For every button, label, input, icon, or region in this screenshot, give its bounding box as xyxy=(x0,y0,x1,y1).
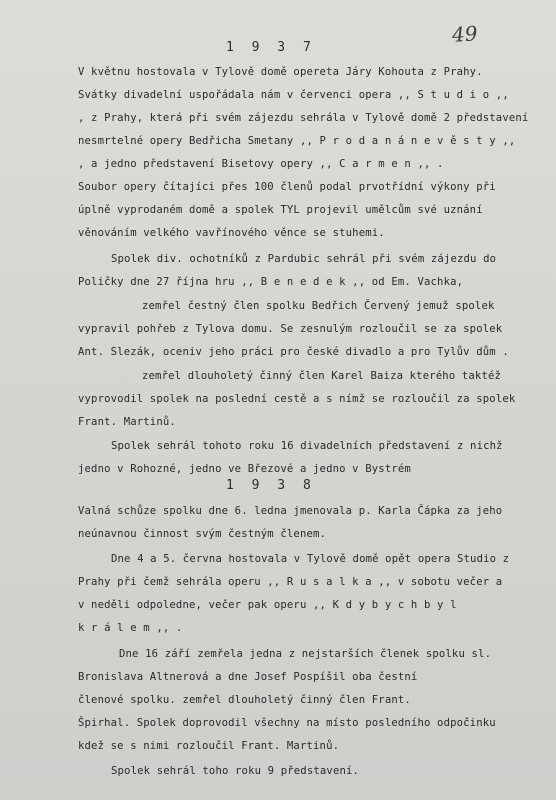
text-line: vypravil pohřeb z Tylova domu. Se zesnulým rozloučil se za spolek xyxy=(78,323,503,335)
text-line: zemřel čestný člen spolku Bedřich Červený jemuž spolek xyxy=(142,300,495,312)
handwritten-page-number: 49 xyxy=(451,21,479,47)
text-line: Svátky divadelní uspořádala nám v červenci opera ,, S t u d i o ,, xyxy=(78,89,509,101)
text-line: neúnavnou činnost svým čestným členem. xyxy=(78,528,327,540)
text-line: nesmrtelné opery Bedřicha Smetany ,, P r o d a n á n e v ě s t y ,, xyxy=(78,135,516,147)
text-line: V květnu hostovala v Tylově domě opereta Járy Kohouta z Prahy. xyxy=(78,66,483,78)
text-line: k r á l e m ,, . xyxy=(78,622,183,634)
text-line: Dne 16 září zemřela jedna z nejstarších členek spolku sl. xyxy=(119,648,492,660)
text-line: Spolek sehrál toho roku 9 představení. xyxy=(111,765,360,777)
text-line: Spolek sehrál tohoto roku 16 divadelních představení z nichž xyxy=(111,440,503,452)
text-line: Poličky dne 27 října hru ,, B e n e d e k ,, od Em. Vachka, xyxy=(78,276,464,288)
text-line: jedno v Rohozné, jedno ve Březové a jedno v Bystrém xyxy=(78,463,411,475)
text-line: úplně vyprodaném domě a spolek TYL projevil umělcům své uznání xyxy=(78,204,483,216)
text-line: Špirhal. Spolek doprovodil všechny na místo posledního odpočinku xyxy=(78,717,496,729)
text-line: v neděli odpoledne, večer pak operu ,, K d y b y c h b y l xyxy=(78,599,457,611)
text-line: zemřel dlouholetý činný člen Karel Baiza kterého taktéž xyxy=(142,370,502,382)
text-line: Ant. Slezák, oceniv jeho práci pro české divadlo a pro Tylův dům . xyxy=(78,346,509,358)
text-line: věnováním velkého vavřínového věnce se stuhemi. xyxy=(78,227,385,239)
text-line: vyprovodil spolek na poslední cestě a s nímž se rozloučil za spolek xyxy=(78,393,516,405)
text-line: Soubor opery čítajíci přes 100 členů podal prvotřídní výkony při xyxy=(78,181,496,193)
text-line: Prahy při čemž sehrála operu ,, R u s a l k a ,, v sobotu večer a xyxy=(78,576,503,588)
text-line: , z Prahy, která při svém zájezdu sehrála v Tylově domě 2 představení xyxy=(78,112,529,124)
text-line: , a jedno představení Bisetovy opery ,, C a r m e n ,, . xyxy=(78,158,444,170)
text-line: Dne 4 a 5. června hostovala v Tylově domě opět opera Studio z xyxy=(111,553,510,565)
text-line: Spolek div. ochotníků z Pardubic sehrál při svém zájezdu do xyxy=(111,253,497,265)
year-heading-1938: 1 9 3 8 xyxy=(226,478,316,493)
year-heading-1937: 1 9 3 7 xyxy=(226,40,316,55)
text-line: členové spolku. zemřel dlouholetý činný člen Frant. xyxy=(78,694,411,706)
text-line: Frant. Martinů. xyxy=(78,416,176,428)
text-line: Bronislava Altnerová a dne Josef Pospíšil oba čestní xyxy=(78,671,418,683)
text-line: kdež se s nimi rozloučil Frant. Martinů. xyxy=(78,740,340,752)
text-line: Valná schůze spolku dne 6. ledna jmenovala p. Karla Čápka za jeho xyxy=(78,505,503,517)
